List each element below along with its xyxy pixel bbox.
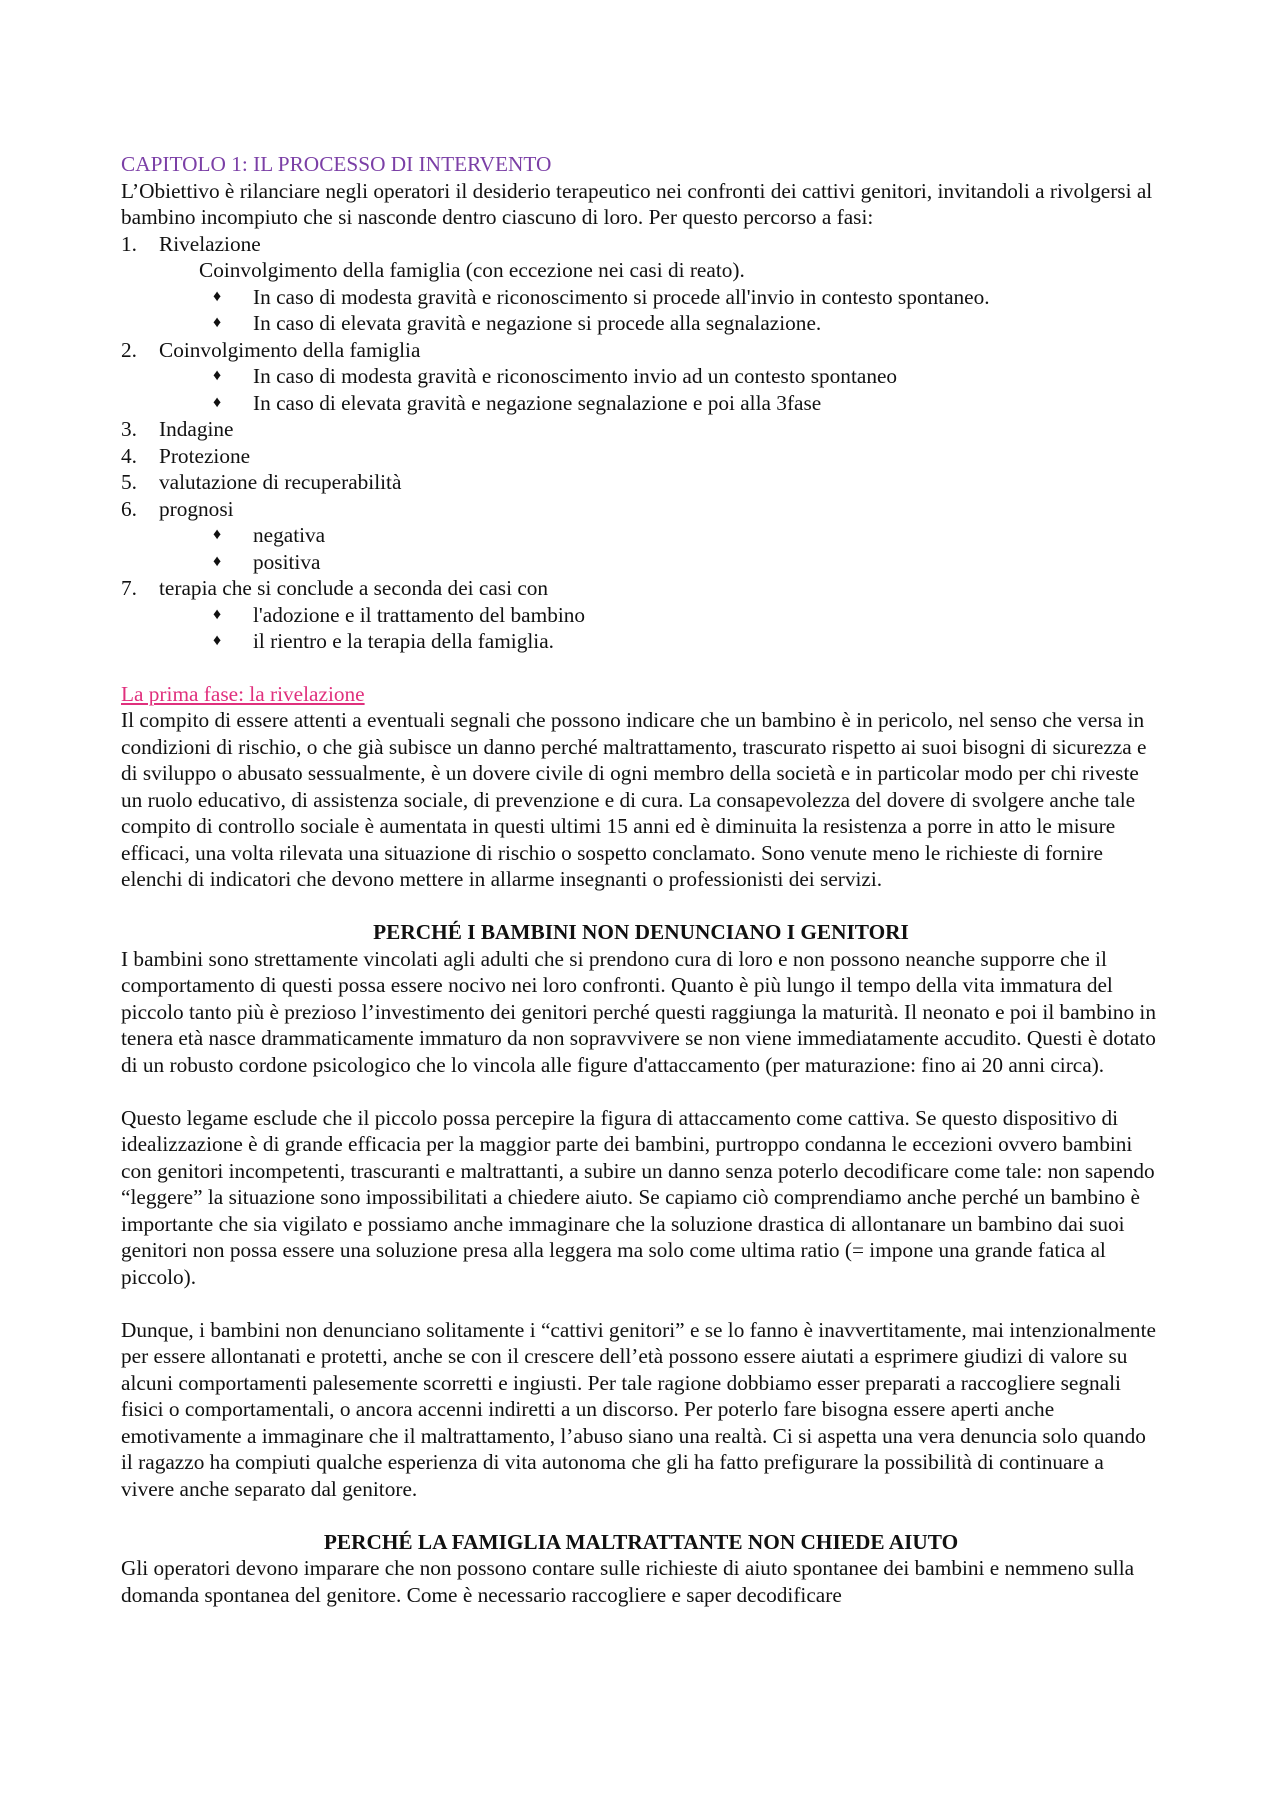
list-number: 3. <box>121 417 137 441</box>
spacer <box>121 893 1161 920</box>
diamond-bullet-icon: ♦ <box>213 287 222 305</box>
list-item-label: valutazione di recuperabilità <box>159 470 402 494</box>
section2-paragraph-1: I bambini sono strettamente vincolati agli adulti che si prendono cura di loro e non possono neanche supporre che il comportamento di questi possa essere nocivo nei loro confronti. Quanto è più lungo il tempo della vita immatura del piccolo tanto più è prezioso l’investimento dei genitori perché questi raggiunga la maturità. Il neonato e poi il bambino in tenera età nasce drammaticamente immaturo da non sopravvivere se non viene immediatamente accudito. Questi è dotato di un robusto cordone psicologico che lo vincola alle figure d'attaccamento (per maturazione: fino ai 20 anni circa). <box>121 946 1156 1077</box>
diamond-bullet-icon: ♦ <box>213 393 222 411</box>
bullet-item: ♦ In caso di modesta gravità e riconoscimento si procede all'invio in contesto spontaneo. <box>213 284 990 309</box>
list-item <box>121 416 1161 443</box>
list-item <box>121 337 1161 364</box>
diamond-bullet-icon: ♦ <box>213 605 222 623</box>
list-item <box>121 443 1161 470</box>
bullet-item: ♦ l'adozione e il trattamento del bambino <box>213 602 586 627</box>
spacer <box>121 1290 1161 1317</box>
list-number: 5. <box>121 470 137 494</box>
section3-paragraph-1: Gli operatori devono imparare che non possono contare sulle richieste di aiuto spontanee dei bambini e nemmeno sulla domanda spontanea del genitore. Come è necessario raccogliere e saper decodificare <box>121 1556 1135 1607</box>
document-body <box>121 151 1161 1608</box>
list-number: 2. <box>121 337 137 362</box>
list-number: 6. <box>121 496 137 521</box>
phase-list <box>121 231 1161 655</box>
bullet-item: ♦ il rientro e la terapia della famiglia. <box>213 629 554 653</box>
list-item <box>121 575 1161 602</box>
bullet-item: ♦ In caso di elevata gravità e negazione segnalazione e poi alla 3fase <box>213 390 822 415</box>
step6-bullets <box>121 522 1161 575</box>
spacer <box>121 1502 1161 1529</box>
diamond-bullet-icon: ♦ <box>213 526 222 543</box>
bullet-item: ♦ In caso di elevata gravità e negazione si procede alla segnalazione. <box>213 311 822 335</box>
step7-bullets <box>121 602 1161 655</box>
list-item-label: Protezione <box>159 443 251 468</box>
step1-bullets <box>121 284 1161 337</box>
list-subline <box>121 363 1161 416</box>
list-item-label: Coinvolgimento della famiglia <box>159 337 421 362</box>
section2-paragraph-2: Questo legame esclude che il piccolo possa percepire la figura di attaccamento come cattiva. Se questo dispositivo di idealizzazione è di grande efficacia per la maggior parte dei bambini, purtroppo condanna le eccezioni ovvero bambini con genitori incompetenti, trascuranti e maltrattanti, a subire un danno senza poterlo decodificare come tale: non sapendo “leggere” la situazione sono impossibilitati a chiedere aiuto. Se capiamo ciò comprendiamo anche perché un bambino è importante che sia vigilato e possiamo anche immaginare che la soluzione drastica di allontanare un bambino dai suoi genitori non possa essere una soluzione presa alla leggera ma solo come ultima ratio (= impone una grande fatica al piccolo). <box>121 1105 1155 1289</box>
section2-paragraph-3: Dunque, i bambini non denunciano solitamente i “cattivi genitori” e se lo fanno è inavvertitamente, mai intenzionalmente per essere allontanati e protetti, anche se con il crescere dell’età possono essere aiutati a esprimere giudizi di valore su alcuni comportamenti palesemente scorretti e ingiusti. Per tale ragione dobbiamo esser preparati a raccogliere segnali fisici o comportamentali, o ancora accenni indiretti a un discorso. Per poterlo fare bisogna essere aperti anche emotivamente a immaginare che il maltrattamento, l’abuso siano una realtà. Ci si aspetta una vera denuncia solo quando il ragazzo ha compiuti qualche esperienza di vita autonoma che gli ha fatto prefigurare la possibilità di continuare a vivere anche separato dal genitore. <box>121 1317 1156 1501</box>
diamond-bullet-icon: ♦ <box>213 632 222 649</box>
list-item-label: terapia che si conclude a seconda dei casi con <box>159 576 549 600</box>
intro-paragraph: L’Obiettivo è rilanciare negli operatori il desiderio terapeutico nei confronti dei cattivi genitori, invitandoli a rivolgersi al bambino incompiuto che si nasconde dentro ciascuno di loro. Per questo percorso a fasi: <box>121 178 1153 229</box>
diamond-bullet-icon: ♦ <box>213 552 222 570</box>
list-item-label: Indagine <box>159 417 234 441</box>
list-number: 1. <box>121 231 137 256</box>
section-heading-bambini: PERCHÉ I BAMBINI NON DENUNCIANO I GENITORI <box>373 920 909 944</box>
list-number: 7. <box>121 576 137 600</box>
bullet-item: ♦ negativa <box>213 523 326 547</box>
list-subline <box>121 602 1161 655</box>
section-heading-famiglia: PERCHÉ LA FAMIGLIA MALTRATTANTE NON CHIEDE AIUTO <box>323 1529 959 1554</box>
section1-paragraph: Il compito di essere attenti a eventuali segnali che possono indicare che un bambino è in pericolo, nel senso che versa in condizioni di rischio, o che già subisce un danno perché maltrattamento, trascurato rispetto ai suoi bisogni di sicurezza e di sviluppo o abusato sessualmente, è un dovere civile di ogni membro della società e in particolar modo per chi riveste un ruolo educativo, di assistenza sociale, di prevenzione e di cura. La consapevolezza del dovere di svolgere anche tale compito di controllo sociale è aumentata in questi ultimi 15 anni ed è diminuita la resistenza a porre in atto le misure efficaci, una volta rilevata una situazione di rischio o sospetto conclamato. Sono venute meno le richieste di fornire elenchi di indicatori che devono mettere in allarme insegnanti o professionisti dei servizi. <box>121 708 1147 891</box>
section-heading-rivelazione: La prima fase: la rivelazione <box>121 681 365 706</box>
step2-bullets <box>121 363 1161 416</box>
list-item-label: prognosi <box>159 496 234 521</box>
bullet-item: ♦ In caso di modesta gravità e riconoscimento invio ad un contesto spontaneo <box>213 364 898 388</box>
step1-subtext: Coinvolgimento della famiglia (con eccezione nei casi di reato). <box>199 258 745 282</box>
list-item <box>121 469 1161 496</box>
list-number: 4. <box>121 443 137 468</box>
spacer <box>121 1078 1161 1105</box>
list-item-label: Rivelazione <box>159 231 261 256</box>
chapter-title: CAPITOLO 1: IL PROCESSO DI INTERVENTO <box>121 152 552 176</box>
bullet-item: ♦ positiva <box>213 549 321 574</box>
diamond-bullet-icon: ♦ <box>213 314 222 331</box>
list-subline <box>121 522 1161 575</box>
list-subline <box>121 257 1161 337</box>
diamond-bullet-icon: ♦ <box>213 367 222 384</box>
list-item <box>121 231 1161 258</box>
list-item <box>121 496 1161 523</box>
